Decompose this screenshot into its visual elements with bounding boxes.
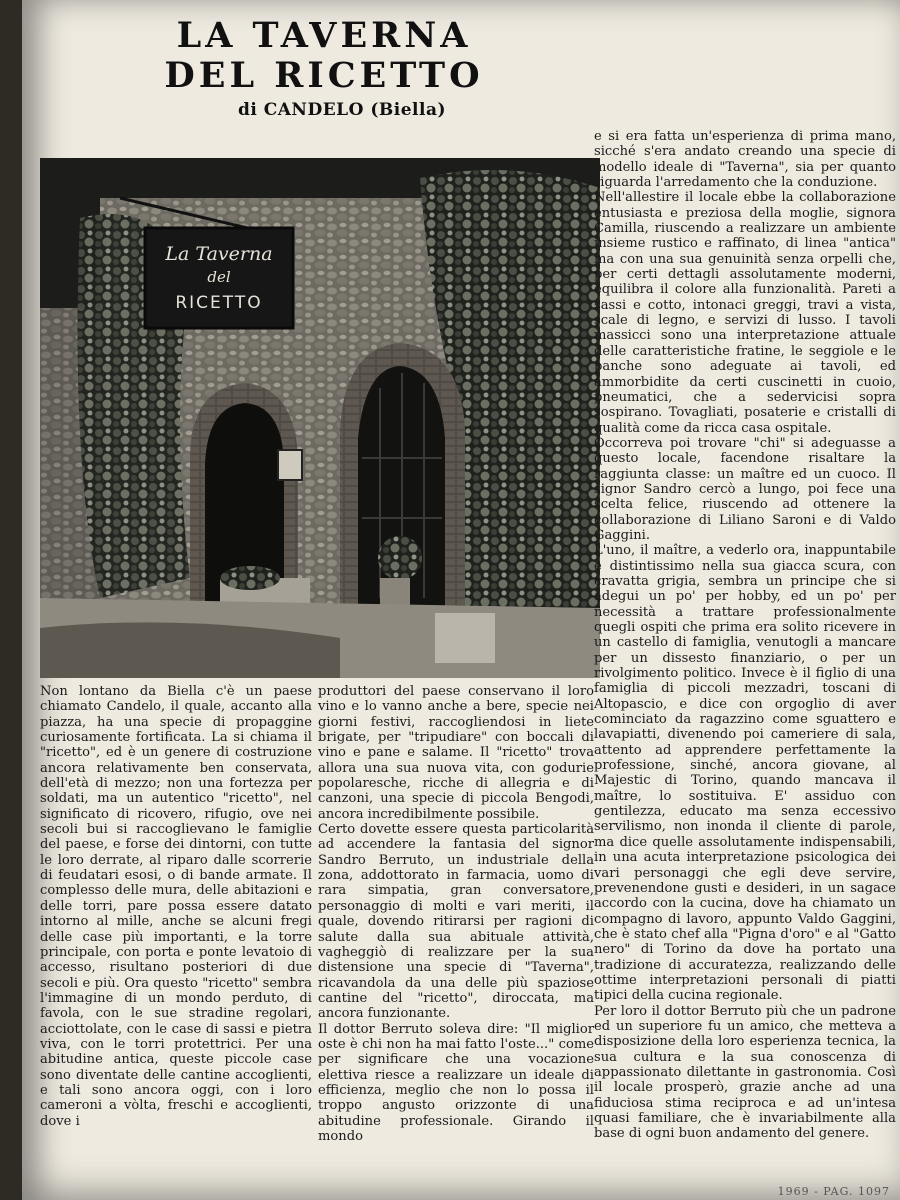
title-line-1: LA TAVERNA: [176, 15, 472, 56]
article-subtitle: di CANDELO (Biella): [237, 100, 447, 120]
paragraph: Il dottor Berruto soleva dire: "Il miglior oste è chi non ha mai fatto l'oste..." come per significare che una vocazione elettiva riesce a realizzare un ideale di efficienza, meglio che non lo possa il troppo angusto orizzonte di una abitudine professionale. Girando il mondo: [318, 1021, 594, 1144]
sign-text-1: La Taverna: [165, 243, 273, 265]
paragraph: Nell'allestire il locale ebbe la collaborazione entusiasta e preziosa della moglie, signora Camilla, riuscendo a realizzare un ambiente insieme rustico e raffinato, di linea "antica" ma con una sua genuinità senza orpelli che, per certi dettagli assolutamente moderni, equilibra il colore alla funzionalità. Pareti a sassi e cotto, intonaci greggi, travi a vista, scale di legno, e servizi di lusso. I tavoli massicci sono una interpretazione attuale delle caratteristiche fratine, le seggiole e le panche sono adeguate ai tavoli, ed ammorbidite da certi cuscinetti in cuoio, pneumatici, che a sedervicisi sopra sospirano. Tovagliati, posaterie e cristalli di qualità come da ricca casa ospitale.: [594, 190, 896, 436]
page-footer: 1969 - PAG. 1097: [777, 1185, 890, 1198]
paragraph: e si era fatta un'esperienza di prima mano, sicché s'era andato creando una specie di modello ideale di "Taverna", sia per quanto riguarda l'arredamento che la conduzione.: [594, 129, 896, 191]
column-left: [40, 684, 312, 1129]
paragraph: produttori del paese conservano il loro vino e lo vanno anche a bere, specie nei giorni festivi, raccogliendosi in liete brigate, per "tripudiare" con boccali di vino e pane e salame. Il "ricetto" trova allora una sua nuova vita, con godurie popolaresche, ricche di allegria e di canzoni, una specie di piccola Bengodi, ancora incredibilmente possibile.: [318, 684, 594, 822]
paragraph: Per loro il dottor Berruto più che un padrone ed un superiore fu un amico, che metteva a disposizione della loro esperienza tecnica, la sua cultura e la sua conoscenza di appassionato dilettante in gastronomia. Così il locale prosperò, grazie anche ad una fiduciosa stima reciproca e ad un'intesa quasi familiare, che è invariabilmente alla base di ogni buon andamento del genere.: [594, 1003, 896, 1142]
title-line-2: DEL RICETTO: [164, 55, 484, 96]
column-middle: [318, 684, 594, 1144]
column-right: [594, 129, 896, 1142]
paragraph: Non lontano da Biella c'è un paese chiamato Candelo, il quale, accanto alla piazza, ha una specie di propaggine curiosamente fortificata. La si chiama il "ricetto", ed è un genere di costruzione ancora relativamente ben conservata, dell'età di mezzo; non una fortezza per soldati, ma un autentico "ricetto", nel significato di ricovero, rifugio, ove nei secoli bui si raccoglievano le famiglie del paese, e forse dei dintorni, con tutte le loro derrate, al riparo dalle scorrerie di feudatari esosi, o di bande armate. Il complesso delle mura, delle abitazioni e delle torri, pare possa essere datato intorno al mille, anche se alcuni fregi delle case più importanti, e la torre principale, con porta e ponte levatoio di accesso, risultano posteriori di due secoli e più. Ora questo "ricetto" sembra l'immagine di un mondo perduto, di favola, con le sue stradine regolari, acciottolate, con le case di sassi e pietra viva, con le torri protettrici. Per una abitudine antica, queste piccole case sono diventate delle cantine accoglienti, e tali sono ancora oggi, con i loro cameroni a vòlta, freschi e accoglienti, dove i: [40, 684, 312, 1129]
article-title: [154, 16, 494, 96]
paragraph: Occorreva poi trovare "chi" si adeguasse a questo locale, facendone risaltare la raggiunta classe: un maître ed un cuoco. Il signor Sandro cercò a lungo, poi fece una scelta felice, riuscendo ad ottenere la collaborazione di Liliano Saroni e di Valdo Gaggini.: [594, 435, 896, 543]
sign-text-3: RICETTO: [175, 293, 263, 313]
magazine-page: [22, 0, 900, 1200]
tavern-photo-drawing: [40, 158, 600, 678]
paragraph: Certo dovette essere questa particolarità ad accendere la fantasia del signor Sandro Berruto, un industriale della zona, addottorato in farmacia, uomo di rara simpatia, gran conversatore, personaggio di molti e vari meriti, il quale, dovendo ritirarsi per ragioni di salute dalla sua abituale attività, vagheggiò di realizzare per la sua distensione una specie di "Taverna", ricavandola da una delle più spaziose cantine del "ricetto", diroccata, ma ancora funzionante.: [318, 822, 594, 1022]
paragraph: L'uno, il maître, a vederlo ora, inappuntabile e distintissimo nella sua giacca scura, con cravatta grigia, sembra un principe che si adegui un po' per hobby, ed un po' per necessità a trattare professionalmente quegli ospiti che prima era solito ricevere in un castello di famiglia, venutogli a mancare per un dissesto finanziario, o per un rivolgimento politico. Invece è il figlio di una famiglia di piccoli mezzadri, toscani di Altopascio, e dice con orgoglio di aver cominciato da ragazzino come sguattero e lavapiatti, divenendo poi cameriere di sala, attento ad apprendere perfettamente la professione, sinché, ancora giovane, al Majestic di Torino, quando mancava il maître, lo sostituiva. E' assiduo con gentilezza, educato ma senza eccessivo servilismo, non inonda il cliente di parole, ma dice quelle assolutamente indispensabili, in una acuta interpretazione psicologica dei vari personaggi che egli deve servire, prevenendone gusti e desideri, in un sagace accordo con la cucina, dove ha chiamato un compagno di lavoro, appunto Valdo Gaggini, che è stato chef alla "Pigna d'oro" e al "Gatto nero" di Torino da dove ha portato una tradizione di accuratezza, realizzando delle ottime interpretazioni personali di piatti tipici della cucina regionale.: [594, 543, 896, 1004]
sign-text-2: del: [207, 268, 231, 286]
tavern-photo: [40, 158, 600, 678]
